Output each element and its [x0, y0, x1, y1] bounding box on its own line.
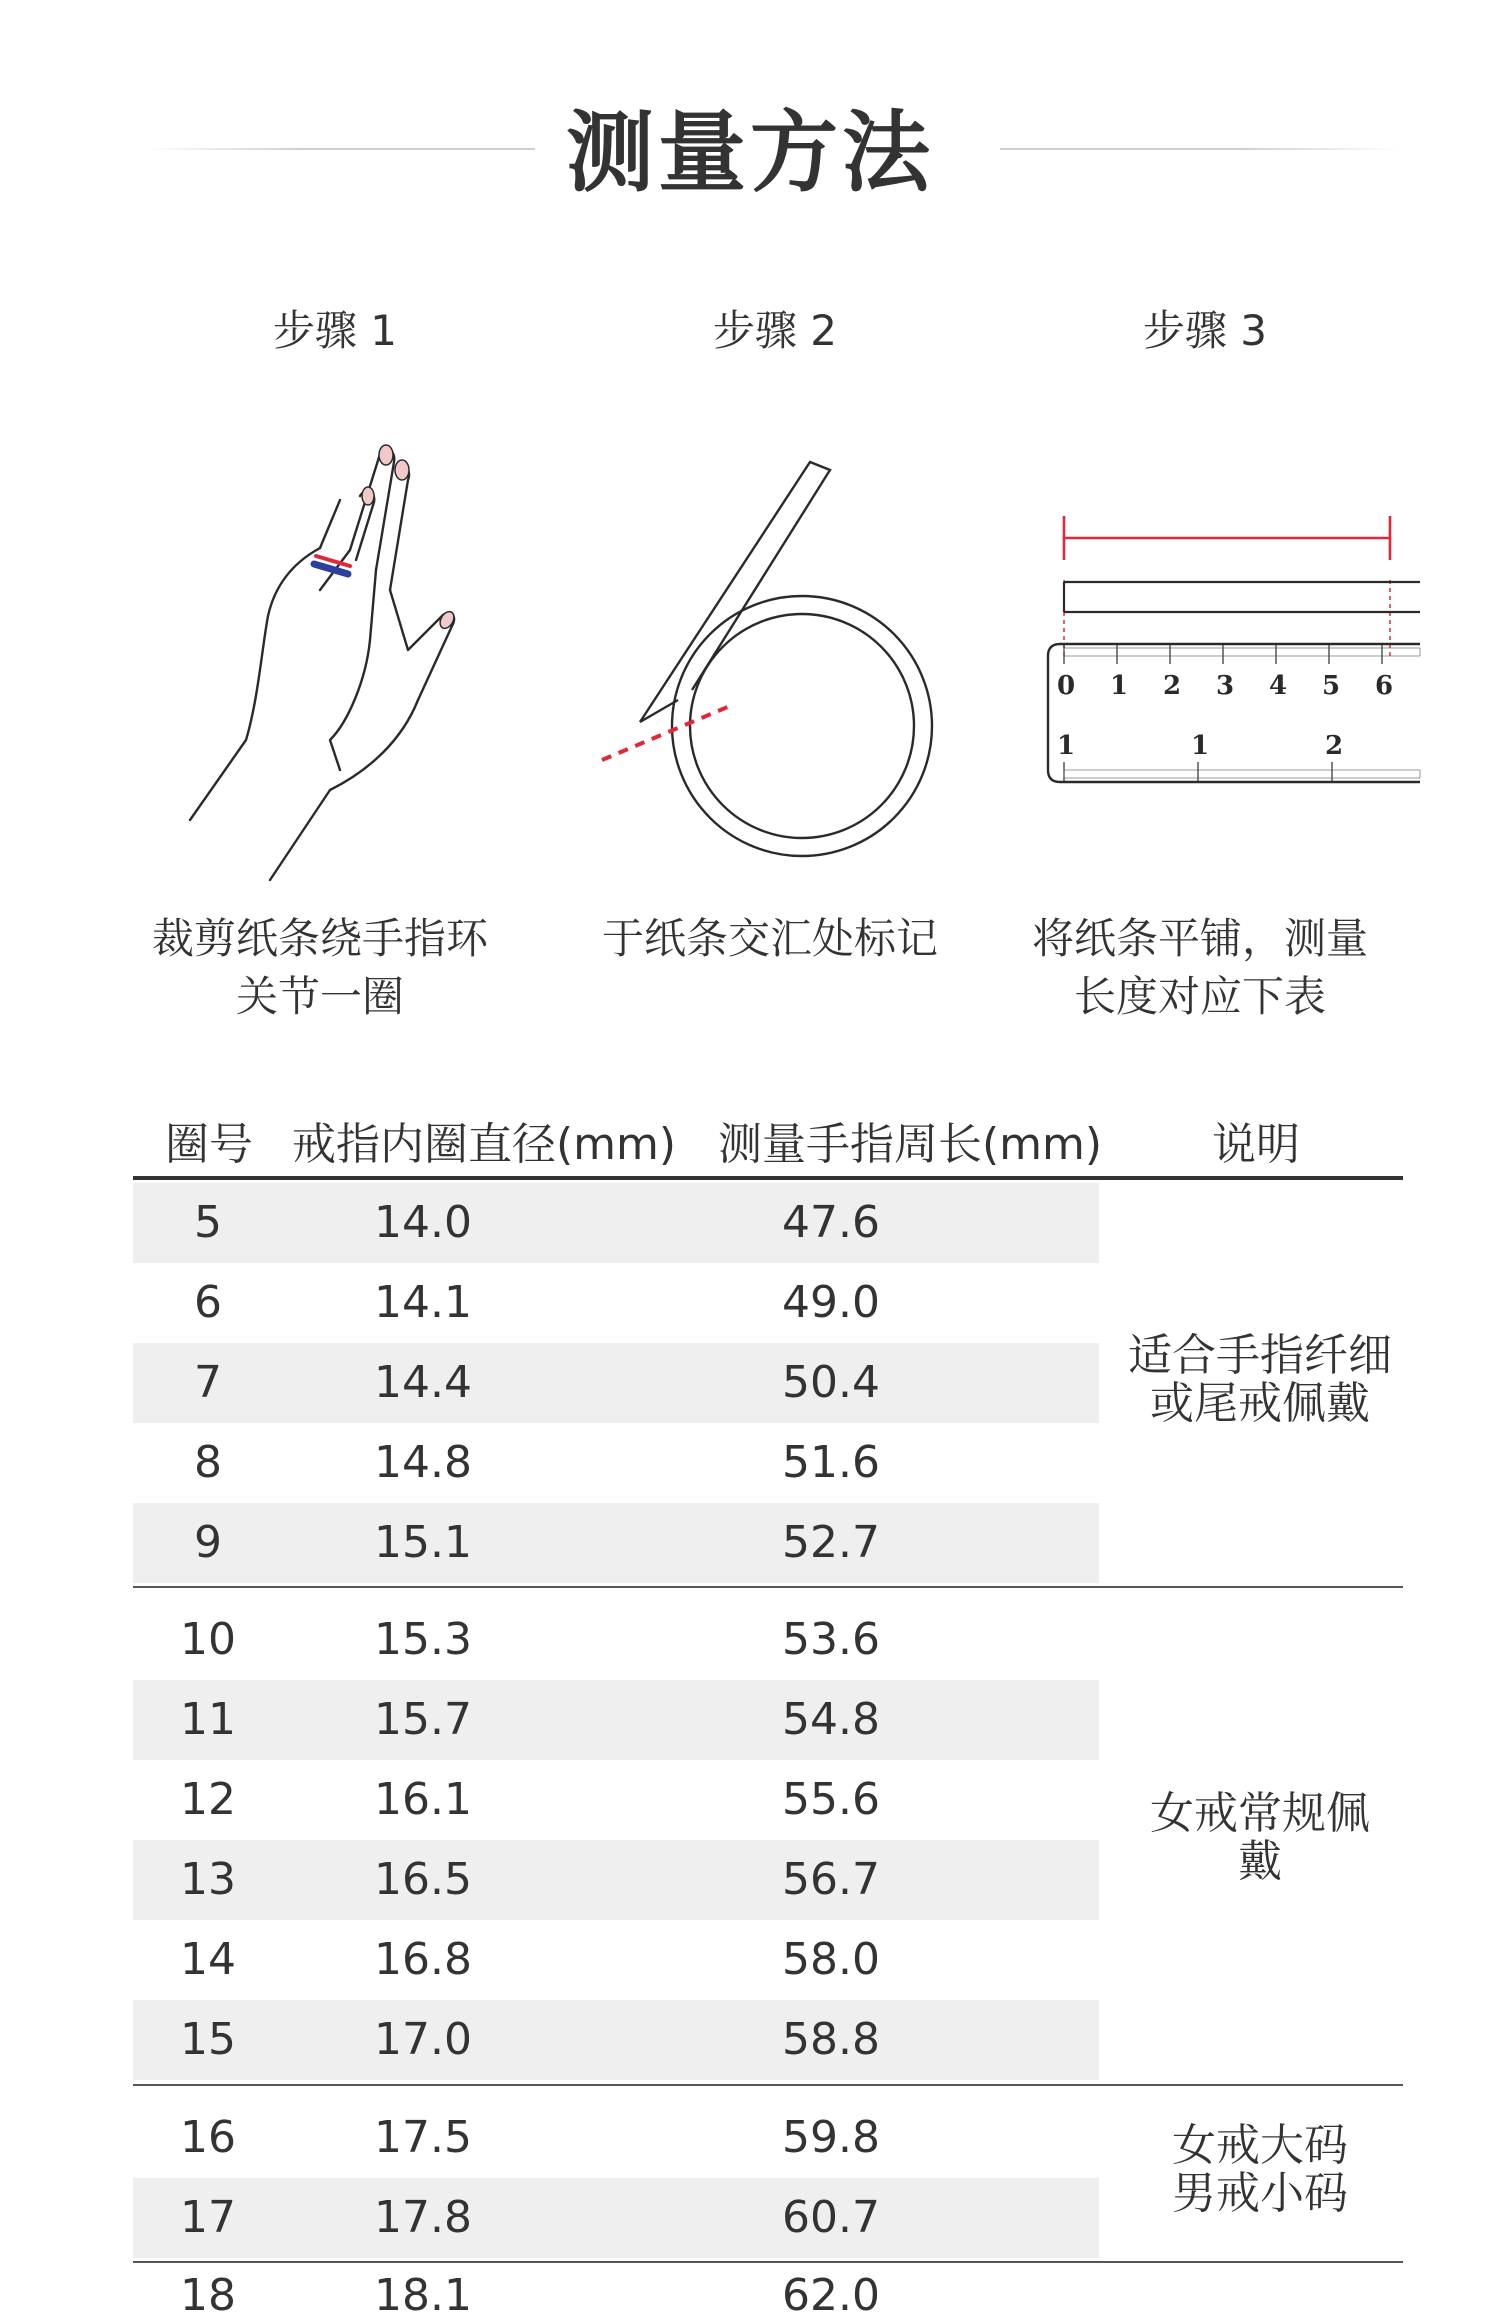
diameter-cell: 16.8	[374, 1934, 472, 1985]
step-1-desc-line-2: 关节一圈	[235, 972, 404, 1021]
table-row	[133, 1343, 1099, 1423]
ring-number-cell: 15	[180, 2014, 236, 2065]
table-row	[133, 1423, 1099, 1503]
table-row	[133, 2098, 1099, 2178]
diameter-cell: 14.8	[374, 1437, 472, 1488]
step-3-desc-line-1: 将纸条平铺，测量	[1031, 914, 1368, 963]
note-group-1	[1110, 1332, 1410, 1428]
diameter-cell: 17.8	[374, 2192, 472, 2243]
circumference-cell: 53.6	[782, 1614, 880, 1665]
circumference-cell: 52.7	[782, 1517, 880, 1568]
ring-number-cell: 16	[180, 2112, 236, 2163]
step-2-desc-line-1: 于纸条交汇处标记	[601, 914, 938, 963]
circumference-cell: 59.8	[782, 2112, 880, 2163]
ruler-top-number: 5	[1321, 671, 1341, 701]
circumference-cell: 55.6	[782, 1774, 880, 1825]
ring-number-cell: 8	[194, 1437, 222, 1488]
ring-number-cell: 7	[194, 1357, 222, 1408]
group-divider	[133, 2084, 1403, 2086]
ring-number-cell: 14	[180, 1934, 236, 1985]
paper-loop-icon	[590, 450, 940, 870]
ring-number-cell: 13	[180, 1854, 236, 1905]
diameter-cell: 18.1	[374, 2270, 472, 2321]
table-row	[133, 2178, 1099, 2258]
diameter-cell: 15.7	[374, 1694, 472, 1745]
circumference-cell: 58.0	[782, 1934, 880, 1985]
diameter-cell: 17.0	[374, 2014, 472, 2065]
circumference-cell: 60.7	[782, 2192, 880, 2243]
table-row	[133, 1840, 1099, 1920]
table-row	[133, 1183, 1099, 1263]
step-3-desc-line-2: 长度对应下表	[1073, 972, 1326, 1021]
ruler-top-number: 1	[1109, 671, 1129, 701]
group-divider	[133, 1586, 1403, 1588]
header-rule	[133, 1176, 1403, 1180]
header-finger-circumference: 测量手指周长(mm)	[718, 1119, 1103, 1170]
note-group-3	[1110, 2122, 1410, 2218]
ruler-top-number: 6	[1374, 671, 1394, 701]
header-notes: 说明	[1212, 1119, 1300, 1170]
diameter-cell: 14.0	[374, 1197, 472, 1248]
diameter-cell: 17.5	[374, 2112, 472, 2163]
diameter-cell: 14.1	[374, 1277, 472, 1328]
table-row	[133, 1760, 1099, 1840]
note-2-line-2: 戴	[1238, 1836, 1282, 1887]
circumference-cell: 54.8	[782, 1694, 880, 1745]
header-ring-number: 圈号	[165, 1119, 253, 1170]
ring-number-cell: 5	[194, 1197, 222, 1248]
note-1-line-2: 或尾戒佩戴	[1150, 1378, 1370, 1429]
note-3-line-2: 男戒小码	[1172, 2168, 1348, 2219]
ring-number-cell: 6	[194, 1277, 222, 1328]
note-2-line-1: 女戒常规佩	[1150, 1788, 1370, 1839]
ruler-top-number: 0	[1056, 671, 1076, 701]
hand-with-ring-icon	[180, 440, 470, 880]
note-1-line-1: 适合手指纤细	[1128, 1330, 1392, 1381]
step-1-description	[120, 910, 520, 1026]
ring-number-cell: 17	[180, 2192, 236, 2243]
ring-number-cell: 10	[180, 1614, 236, 1665]
ring-number-cell: 18	[180, 2270, 236, 2321]
ruler-top-number: 4	[1268, 671, 1288, 701]
ruler-bottom-number: 2	[1324, 731, 1344, 761]
circumference-cell: 62.0	[782, 2270, 880, 2321]
table-row	[133, 1920, 1099, 2000]
diameter-cell: 16.5	[374, 1854, 472, 1905]
table-row	[133, 1263, 1099, 1343]
ring-number-cell: 11	[180, 1694, 236, 1745]
diameter-cell: 15.1	[374, 1517, 472, 1568]
step-1-label: 步骤 1	[272, 306, 398, 355]
step-2-description	[570, 910, 970, 968]
ruler-icon	[1040, 500, 1420, 800]
diameter-cell: 15.3	[374, 1614, 472, 1665]
circumference-cell: 47.6	[782, 1197, 880, 1248]
table-row	[133, 1680, 1099, 1760]
table-row	[133, 2262, 1099, 2322]
ruler-top-number: 2	[1162, 671, 1182, 701]
circumference-cell: 56.7	[782, 1854, 880, 1905]
circumference-cell: 51.6	[782, 1437, 880, 1488]
diameter-cell: 16.1	[374, 1774, 472, 1825]
table-row	[133, 2000, 1099, 2080]
circumference-cell: 58.8	[782, 2014, 880, 2065]
note-3-line-1: 女戒大码	[1172, 2120, 1348, 2171]
ruler-bottom-number: 1	[1190, 731, 1210, 761]
table-row	[133, 1503, 1099, 1583]
diameter-cell: 14.4	[374, 1357, 472, 1408]
step-3-description	[1000, 910, 1400, 1026]
ring-number-cell: 9	[194, 1517, 222, 1568]
circumference-cell: 50.4	[782, 1357, 880, 1408]
header-inner-diameter: 戒指内圈直径(mm)	[292, 1119, 677, 1170]
step-2-label: 步骤 2	[712, 306, 838, 355]
circumference-cell: 49.0	[782, 1277, 880, 1328]
page-title: 测量方法	[565, 101, 934, 204]
ruler-top-number: 3	[1215, 671, 1235, 701]
ring-number-cell: 12	[180, 1774, 236, 1825]
ruler-bottom-number: 1	[1056, 731, 1076, 761]
step-3-label: 步骤 3	[1142, 306, 1268, 355]
table-row	[133, 1600, 1099, 1680]
note-group-2	[1110, 1790, 1410, 1886]
step-1-desc-line-1: 裁剪纸条绕手指环	[151, 914, 488, 963]
